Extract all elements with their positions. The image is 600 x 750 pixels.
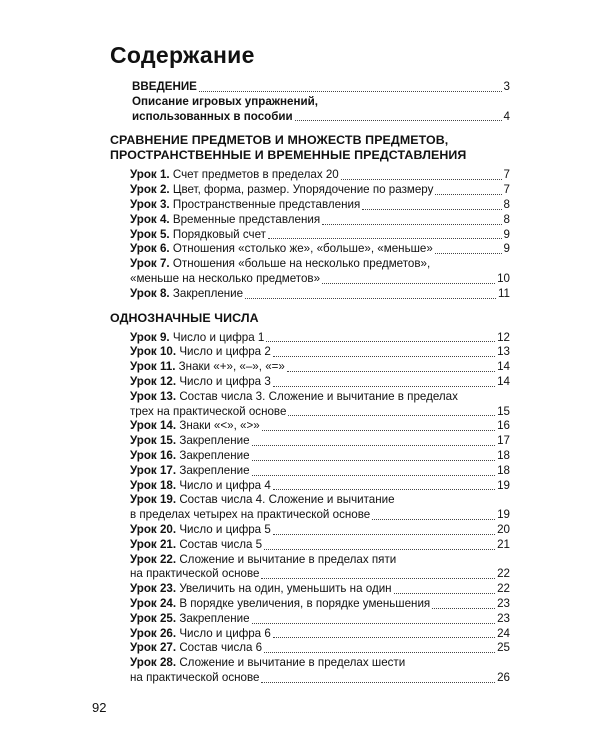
toc-entry [130,345,510,360]
toc-entry-text [130,242,433,257]
toc-entry [130,198,510,213]
lesson-label: Урок 15. [130,434,177,448]
dot-leader [252,460,496,461]
dot-leader [362,209,501,210]
toc-entry-page: 8 [503,212,510,226]
lesson-label: Урок 11. [130,360,176,374]
toc-entry-page: 26 [497,670,510,684]
toc-entry-page: 10 [497,271,510,285]
lesson-title: Число и цифра 3 [179,374,271,388]
toc-entry-page: 13 [497,345,510,359]
toc-entry-text [130,464,250,479]
dot-leader [432,608,495,609]
lesson-title: В порядке увеличения, в порядке уменьшения [179,596,431,610]
toc-entry-page: 24 [497,626,510,640]
toc-entry-text [130,198,360,213]
toc-entry [130,523,510,538]
dot-leader [252,475,496,476]
toc-entry [130,597,510,612]
lesson-label: Урок 6. [130,242,170,256]
lesson-title: Число и цифра 1 [172,330,265,344]
toc-entry [130,612,510,627]
dot-leader [199,91,502,92]
dot-leader [245,298,496,299]
lesson-label: Урок 5. [130,227,170,241]
lesson-title: Отношения «столько же», «больше», «меньше» [172,242,433,256]
toc-entry [130,228,510,243]
lesson-title: Число и цифра 4 [179,478,271,492]
lesson-title: Состав числа 6 [179,641,263,655]
toc-intro [132,80,510,124]
lesson-list [130,331,510,686]
toc-entry-page: 20 [497,522,510,536]
dot-leader [372,519,495,520]
toc-entry-page: 22 [497,582,510,596]
lesson-title-continued: на практической основе [130,670,260,684]
lesson-title: Закрепление [179,611,250,625]
lesson-label: Урок 26. [130,626,177,640]
lesson-title: Число и цифра 6 [179,626,271,640]
toc-entry-text [130,287,243,302]
toc-entry [130,287,510,302]
lesson-title: Цвет, форма, размер. Упорядочение по размеру [172,183,434,197]
lesson-title: Отношения «больше на несколько предметов», [172,257,431,271]
toc-entry-text [130,375,271,390]
toc-entry-text [130,228,266,243]
toc-entry [130,419,510,434]
dot-leader [322,283,495,284]
toc-entry-text [130,213,320,228]
toc-entry-text [130,479,271,494]
lesson-list [130,168,510,301]
lesson-label: Урок 27. [130,641,177,655]
lesson-title: Закрепление [179,463,250,477]
lesson-title: Закрепление [179,434,250,448]
lesson-title: Число и цифра 5 [179,522,271,536]
toc-entry-text: ВВЕДЕНИЕ [132,80,197,93]
toc-entry-page: 18 [497,448,510,462]
page-number: 92 [92,700,107,715]
toc-entry-text [130,627,271,642]
lesson-title: Увеличить на один, уменьшить на один [179,582,392,596]
toc-entry-text [130,612,250,627]
toc-entry-page: 9 [503,242,510,256]
toc-entry [130,582,510,597]
dot-leader [268,238,502,239]
lesson-label: Урок 13. [130,389,177,403]
lesson-label: Урок 21. [130,537,177,551]
lesson-title-continued: в пределах четырех на практической основе [130,508,371,522]
lesson-title: Сложение и вычитание в пределах пяти [179,552,397,566]
lesson-title: Счет предметов в пределах 20 [172,168,339,182]
toc-entry [130,464,510,479]
toc-entry-line [130,656,510,671]
lesson-label: Урок 18. [130,478,177,492]
dot-leader [266,341,495,342]
lesson-label: Урок 14. [130,419,177,433]
lesson-title: Сложение и вычитание в пределах шести [179,656,406,670]
dot-leader [322,224,501,225]
lesson-title-continued: трех на практической основе [130,404,287,418]
toc-entry-text [130,553,396,568]
toc-entry-games-line1 [132,95,510,110]
toc-entry [130,405,510,420]
toc-entry [130,331,510,346]
lesson-title: Знаки «<», «>» [179,419,260,433]
toc-entry-page: 21 [497,537,510,551]
section-heading [110,311,510,326]
toc-entry-page: 19 [497,508,510,522]
toc-entry [130,213,510,228]
dot-leader [273,489,495,490]
toc-entry-text [130,449,250,464]
toc-entry [130,449,510,464]
toc-entry-page: 16 [497,419,510,433]
lesson-title: Закрепление [172,286,244,300]
section-heading-line: ПРОСТРАНСТВЕННЫЕ И ВРЕМЕННЫЕ ПРЕДСТАВЛЕНИЯ [110,148,467,163]
toc-entry-text [130,419,260,434]
dot-leader [273,637,495,638]
lesson-label: Урок 22. [130,552,177,566]
lesson-label: Урок 8. [130,286,170,300]
toc-entry-page: 11 [497,286,510,300]
toc-sections [110,133,510,685]
dot-leader [394,593,496,594]
toc-entry-page: 19 [497,478,510,492]
toc-entry-text [130,183,433,198]
toc [110,80,510,686]
toc-entry-text: использованных в пособии [132,109,293,123]
toc-entry-page: 23 [497,596,510,610]
lesson-title: Временные представления [172,212,321,226]
toc-entry-line [130,493,510,508]
toc-entry-page: 25 [497,641,510,655]
toc-entry-text [130,493,395,508]
lesson-label: Урок 2. [130,183,170,197]
lesson-title: Пространственные представления [172,197,361,211]
section-heading [110,133,510,163]
dot-leader [264,652,495,653]
lesson-label: Урок 23. [130,582,177,596]
toc-entry-line [130,257,510,272]
lesson-label: Урок 9. [130,330,170,344]
toc-entry-page: 3 [503,80,510,93]
toc-entry-page: 7 [503,183,510,197]
toc-entry [130,183,510,198]
toc-entry-page: 8 [503,197,510,211]
dot-leader [341,179,502,180]
toc-entry-page: 12 [497,330,510,344]
dot-leader [435,194,501,195]
toc-entry-text [130,168,339,183]
toc-entry [130,567,510,582]
toc-entry [130,627,510,642]
section-heading-line: ОДНОЗНАЧНЫЕ ЧИСЛА [110,310,259,325]
toc-entry [130,168,510,183]
toc-entry [130,375,510,390]
toc-entry [130,479,510,494]
toc-entry-page: 22 [497,567,510,581]
toc-entry [130,671,510,686]
toc-entry-text [130,597,430,612]
dot-leader [262,430,495,431]
toc-entry-line [130,553,510,568]
toc-entry-text [130,523,271,538]
toc-entry-text [130,331,264,346]
toc-entry [130,242,510,257]
dot-leader [261,578,495,579]
lesson-title: Состав числа 3. Сложение и вычитание в пределах [179,389,458,403]
toc-entry-intro [132,80,510,95]
lesson-label: Урок 19. [130,493,177,507]
dot-leader [287,371,495,372]
toc-entry-text [130,345,271,360]
lesson-title-continued: «меньше на несколько предметов» [130,271,321,285]
toc-entry-line [130,390,510,405]
dot-leader [273,534,495,535]
toc-entry-text [130,641,262,656]
dot-leader [435,253,502,254]
lesson-title-continued: на практической основе [130,567,260,581]
toc-entry-text [130,390,458,405]
dot-leader [288,415,495,416]
lesson-label: Урок 28. [130,656,177,670]
lesson-title: Число и цифра 2 [179,345,271,359]
toc-entry-text [130,360,285,375]
lesson-label: Урок 20. [130,522,177,536]
lesson-label: Урок 1. [130,168,170,182]
dot-leader [273,356,495,357]
toc-entry-page: 23 [497,611,510,625]
toc-entry-page: 15 [497,404,510,418]
toc-entry-text [130,656,405,671]
page-title: Содержание [110,42,255,68]
toc-entry-games [132,110,510,125]
toc-entry-page: 18 [497,463,510,477]
dot-leader [252,445,496,446]
toc-entry-page: 7 [503,168,510,182]
toc-entry-text [130,538,262,553]
lesson-title: Закрепление [179,448,250,462]
lesson-label: Урок 10. [130,345,177,359]
lesson-label: Урок 4. [130,212,170,226]
lesson-label: Урок 25. [130,611,177,625]
toc-entry-text [130,434,250,449]
section-heading-line: СРАВНЕНИЕ ПРЕДМЕТОВ И МНОЖЕСТВ ПРЕДМЕТОВ, [110,133,449,148]
lesson-label: Урок 17. [130,463,177,477]
dot-leader [295,120,502,121]
lesson-title: Состав числа 5 [179,537,263,551]
lesson-label: Урок 3. [130,197,170,211]
lesson-title: Знаки «+», «–», «=» [178,360,285,374]
toc-entry-page: 14 [497,374,510,388]
toc-entry-page: 4 [503,109,510,123]
toc-entry [130,360,510,375]
toc-entry-text [130,582,392,597]
toc-entry-text [130,257,430,272]
lesson-title: Состав числа 4. Сложение и вычитание [179,493,395,507]
lesson-label: Урок 12. [130,374,177,388]
lesson-title: Порядковый счет [172,227,266,241]
lesson-label: Урок 16. [130,448,177,462]
dot-leader [264,549,495,550]
toc-entry [130,538,510,553]
dot-leader [261,682,495,683]
toc-entry-page: 14 [497,360,510,374]
toc-entry [130,641,510,656]
lesson-label: Урок 7. [130,257,170,271]
toc-entry-page: 17 [497,434,510,448]
toc-entry-page: 9 [503,227,510,241]
toc-entry [130,272,510,287]
dot-leader [252,623,496,624]
lesson-label: Урок 24. [130,596,177,610]
dot-leader [273,386,495,387]
toc-entry [130,434,510,449]
toc-entry [130,508,510,523]
toc-entry-text: Описание игровых упражнений, [132,94,318,108]
